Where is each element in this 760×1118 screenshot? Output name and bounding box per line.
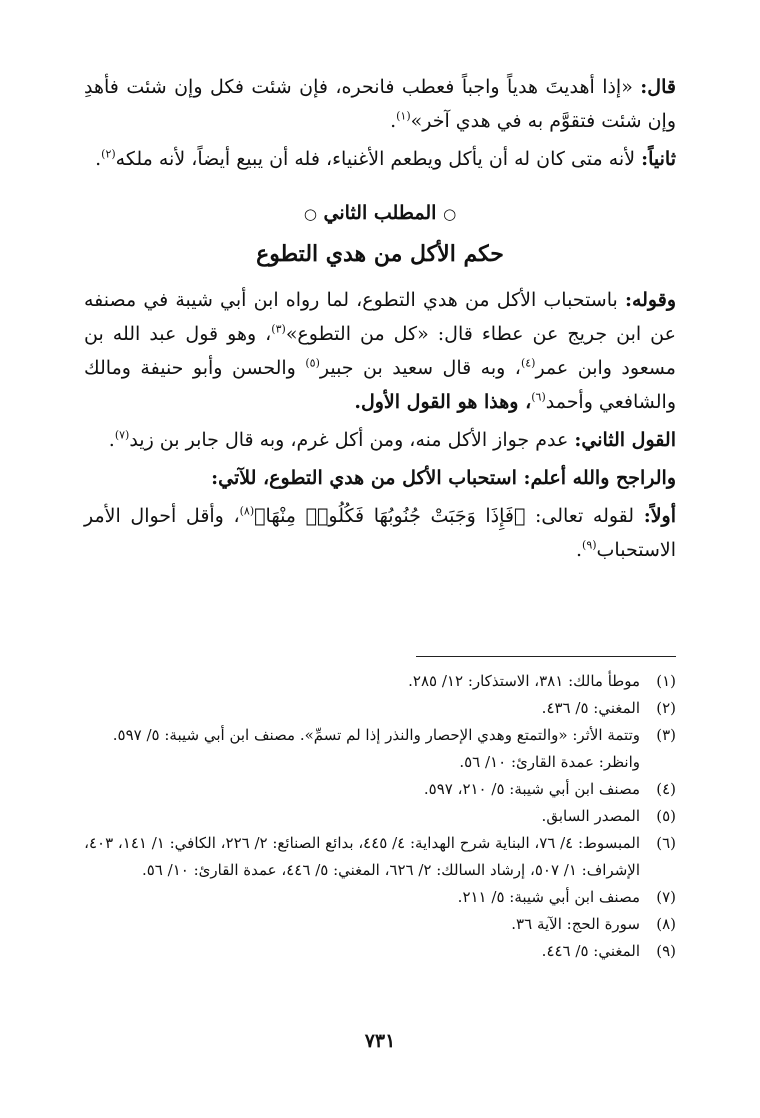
footnote-number: (٨): [656, 915, 676, 933]
paragraph-text: باستحباب الأكل من هدي التطوع، لما رواه ابن أبي شيبة في مصنفه عن ابن جريج عن عطاء قال: «كل من التطوع»: [84, 289, 676, 345]
footnote-number: (٧): [656, 888, 676, 906]
paragraph-text: لأنه متى كان له أن يأكل ويطعم الأغنياء، فله أن يبيع أيضاً، لأنه ملكه: [115, 148, 642, 170]
footnote-divider: [416, 656, 676, 657]
paragraph-text: والحسن وأبو حنيفة ومالك والشافعي وأحمد: [84, 357, 676, 413]
footnote-ref[interactable]: (٣): [271, 322, 286, 336]
paragraph-first-reason: [84, 499, 676, 567]
footnote-number: (٢): [656, 699, 676, 717]
footnote-ref[interactable]: (٧): [114, 428, 130, 442]
paragraph-lead: أولاً:: [643, 505, 676, 527]
footnote-text: المبسوط: ٤/ ٧٦، البناية شرح الهداية: ٤/ ٤٤٥، بدائع الصنائع: ٢/ ٢٢٦، الكافي: ١/ ١٤١، ٤٠٣، الإشراف: ١/ ٥٠٧، إرشاد السالك: ٢/ ٦٢٦، المغني: ٥/ ٤٤٦، عمدة القارئ: ١٠/ ٥٦.: [84, 834, 640, 879]
footnote-item: [84, 938, 676, 965]
footnote-ref[interactable]: (٨): [239, 504, 255, 518]
footnote-number: (٩): [656, 942, 676, 960]
paragraph-lead: والراجح والله أعلم:: [523, 467, 676, 489]
paragraph-text: ، وهذا هو القول الأول.: [354, 391, 532, 413]
footnote-ref[interactable]: (٩): [582, 538, 597, 552]
paragraph-lead: وقوله:: [624, 289, 676, 311]
paragraph-second-opinion: [84, 423, 676, 457]
paragraph-second-reason: [84, 142, 676, 176]
paragraph-tail: .: [95, 148, 102, 170]
paragraph-quote: [84, 70, 676, 138]
paragraph-text: ، وبه قال سعيد بن جبير: [319, 357, 521, 379]
quran-quote: لقوله تعالى: ﴿فَإِذَا وَجَبَتْ جُنُوبُهَا فَكُلُوا۟ مِنْهَا﴾: [254, 505, 644, 527]
footnote-number: (٦): [656, 834, 676, 852]
footnote-text: المغني: ٥/ ٤٤٦.: [541, 942, 640, 960]
footnote-item: [84, 884, 676, 911]
footnote-text: موطأ مالك: ٣٨١، الاستذكار: ١٢/ ٢٨٥.: [408, 672, 640, 690]
footnote-number: (٥): [656, 807, 676, 825]
footnote-ref[interactable]: (٢): [101, 147, 116, 161]
section-title: [84, 196, 676, 231]
footnote-text: سورة الحج: الآية ٣٦.: [511, 915, 640, 933]
footnote-number: (٣): [656, 726, 676, 744]
footnote-ref[interactable]: (٤): [520, 356, 536, 370]
footnote-text: مصنف ابن أبي شيبة: ٥/ ٢١١.: [457, 888, 640, 906]
paragraph-text: ، وأقل أحوال الأمر الاستحباب: [84, 505, 676, 561]
footnote-ref[interactable]: (٦): [531, 390, 546, 404]
footnote-item: [84, 668, 676, 695]
ring-ornament-icon: ○: [303, 205, 317, 223]
section-title-text: المطلب الثاني: [323, 202, 437, 224]
footnote-item: [84, 776, 676, 803]
footnote-ref[interactable]: (١): [396, 109, 411, 123]
footnote-text: المصدر السابق.: [541, 807, 640, 825]
footnote-item: [84, 722, 676, 776]
footnote-number: (٤): [656, 780, 676, 798]
footnote-text: المغني: ٥/ ٤٣٦.: [541, 699, 640, 717]
chapter-title: حكم الأكل من هدي التطوع: [256, 241, 504, 267]
footnote-number: (١): [656, 672, 676, 690]
paragraph-preferred: [84, 461, 676, 495]
paragraph-tail: .: [108, 429, 115, 451]
paragraph-text: «إذا أهديتَ هدياً واجباً فعطب فانحره، فإن شئت فكل وإن شئت فأهدِ وإن شئت فتقوَّم به في هدي آخر»: [84, 76, 676, 132]
paragraph-text: عدم جواز الأكل منه، ومن أكل غرم، وبه قال جابر بن زيد: [129, 429, 575, 451]
footnote-text: مصنف ابن أبي شيبة: ٥/ ٢١٠، ٥٩٧.: [423, 780, 640, 798]
footnote-text: وتتمة الأثر: «والتمتع وهدي الإحصار والنذر إذا لم تسمِّ». مصنف ابن أبي شيبة: ٥/ ٥٩٧. وانظر: عمدة القارئ: ١٠/ ٥٦.: [112, 726, 640, 771]
paragraph-text: ، وهو قول عبد الله بن مسعود وابن عمر: [84, 323, 676, 379]
footnote-item: [84, 695, 676, 722]
paragraph-tail: .: [390, 110, 397, 132]
paragraph-lead: القول الثاني:: [574, 429, 676, 451]
paragraph-lead: قال:: [640, 76, 676, 98]
footnote-ref[interactable]: (٥): [305, 356, 320, 370]
paragraph-tail: .: [575, 539, 583, 561]
paragraph-first-opinion: [84, 283, 676, 419]
ring-ornament-icon: ○: [443, 205, 457, 223]
paragraph-text: استحباب الأكل من هدي التطوع، للآتي:: [211, 467, 524, 489]
footnote-item: [84, 911, 676, 938]
paragraph-lead: ثانياً:: [641, 148, 676, 170]
footnote-item: [84, 803, 676, 830]
main-text: [84, 70, 676, 571]
footnote-item: [84, 830, 676, 884]
page-number: ٧٣١: [364, 1030, 396, 1052]
footnotes-list: [84, 668, 676, 965]
